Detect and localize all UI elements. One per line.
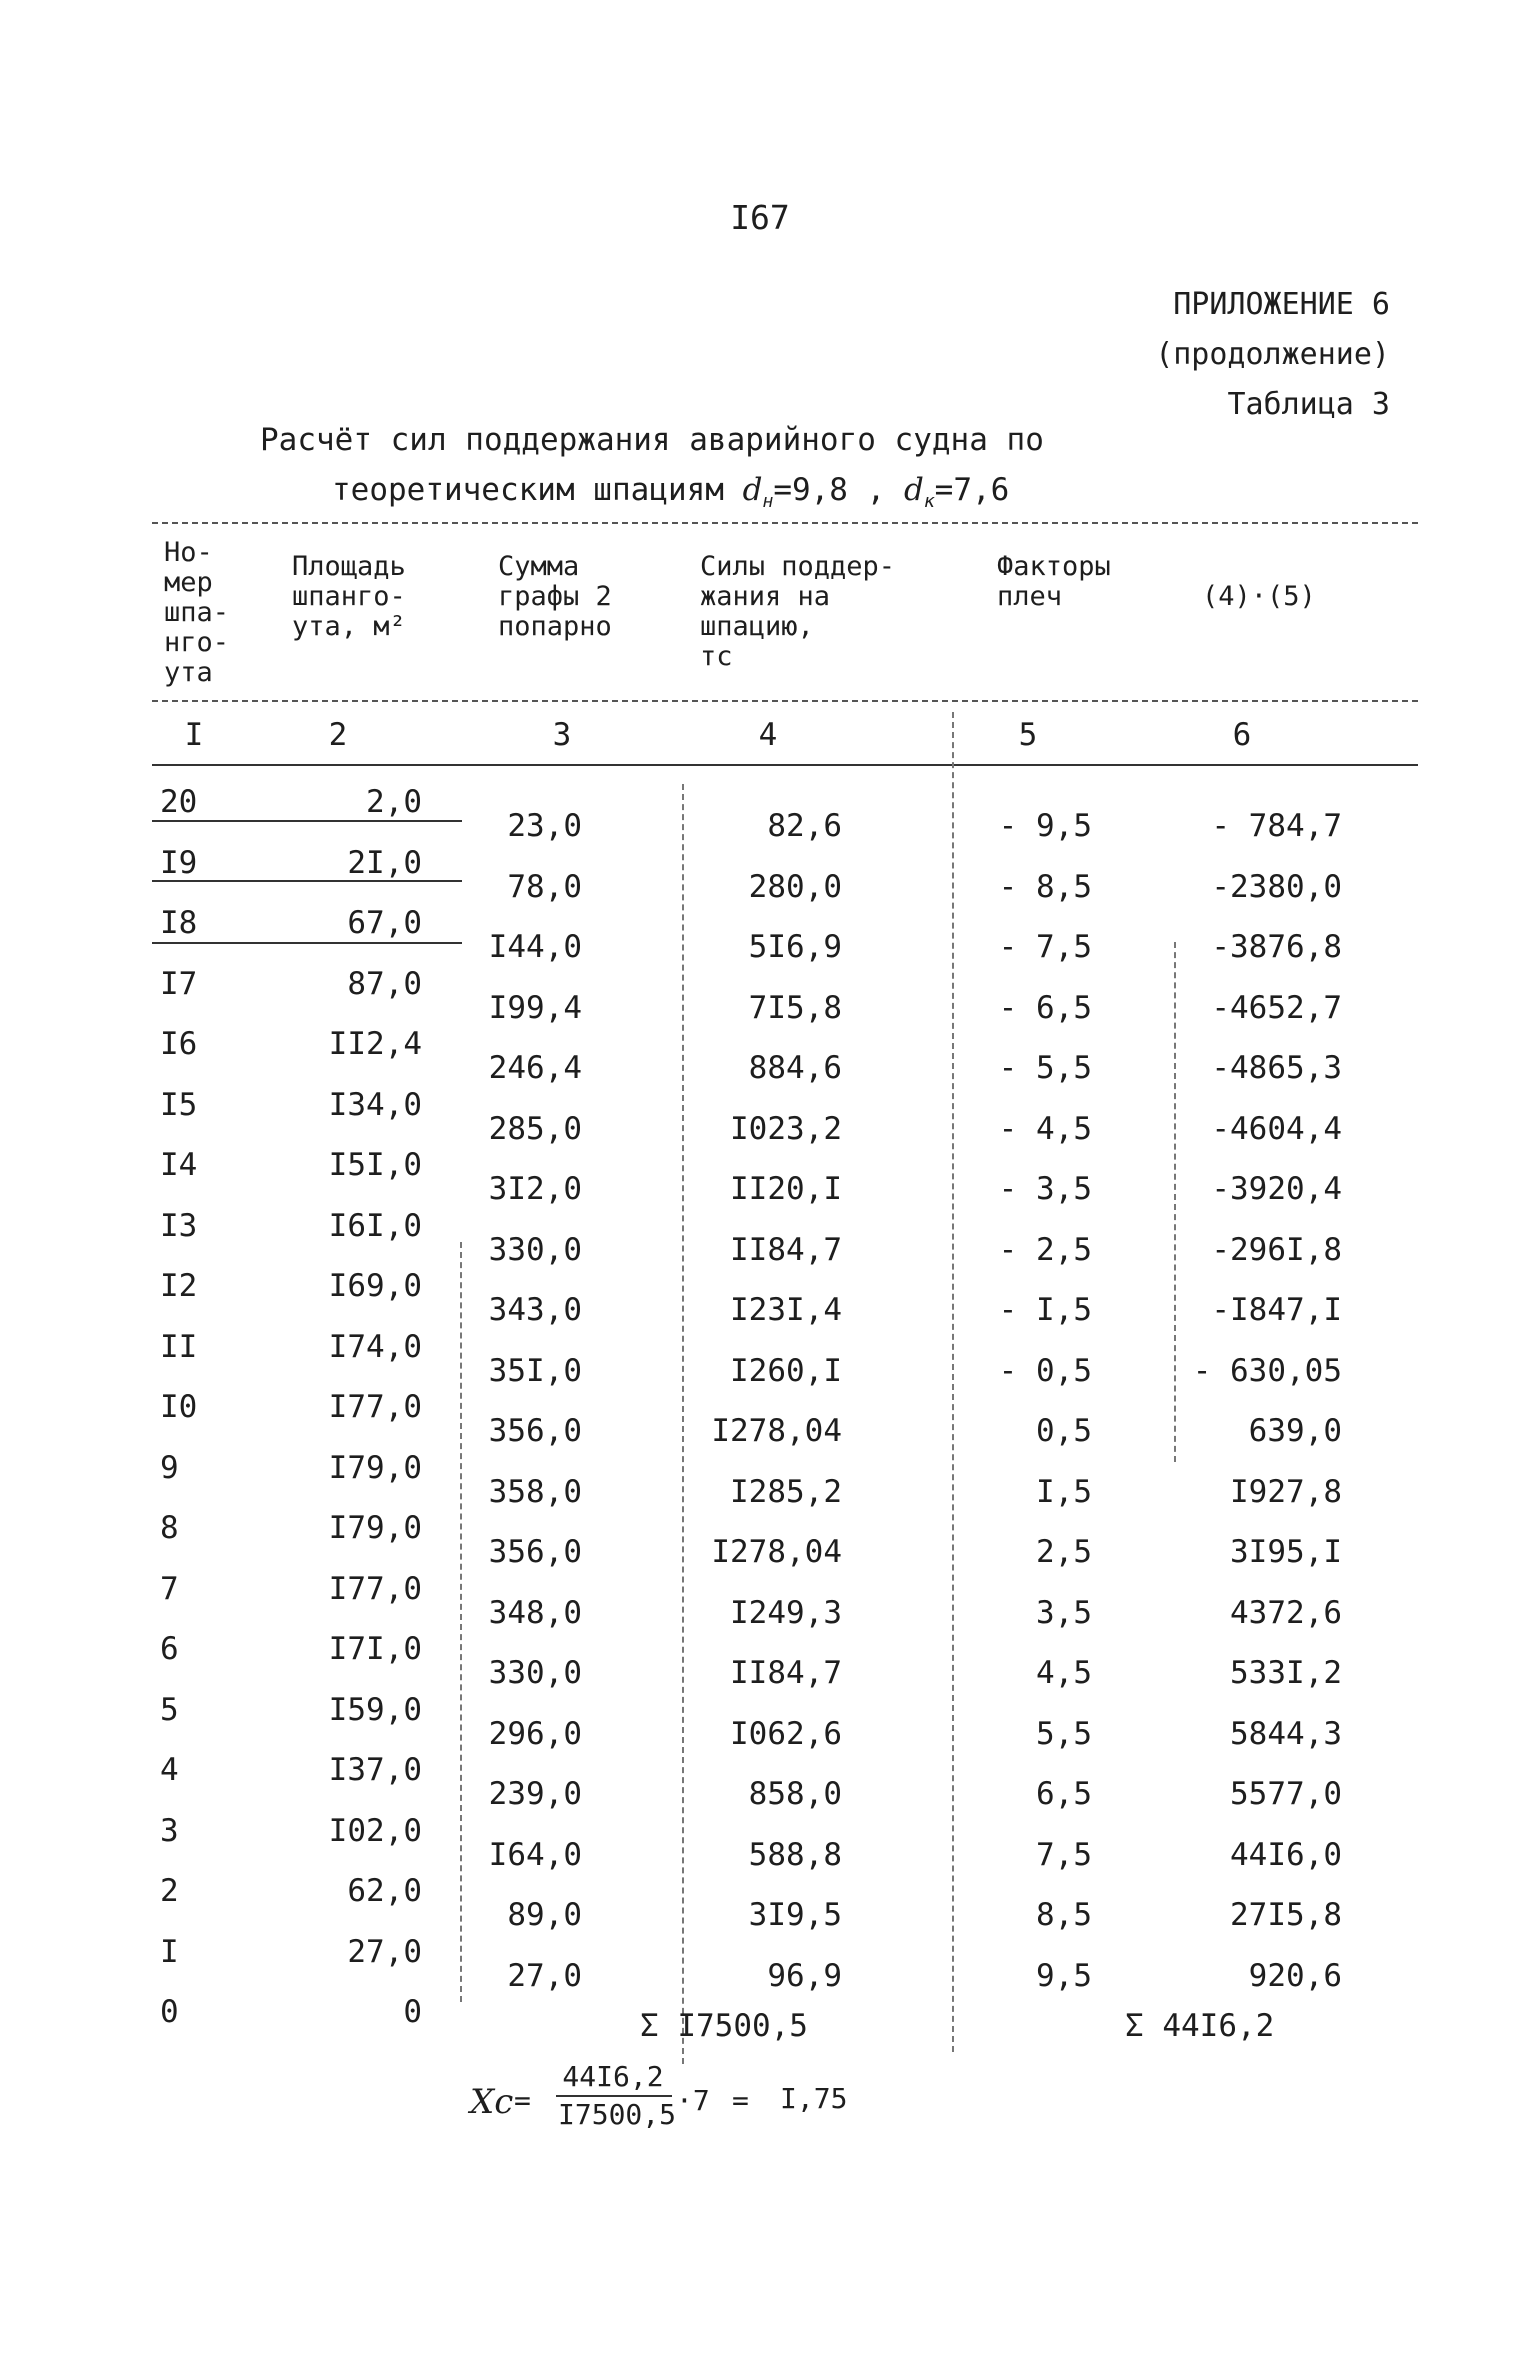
pair-sum-cell: I64,0 <box>488 1836 582 1873</box>
support-force-cell: II20,I <box>730 1171 842 1207</box>
support-force-cell: I260,I <box>730 1352 842 1389</box>
product-cell: 44I6,0 <box>1230 1836 1342 1873</box>
frame-area-cell: 2I,0 <box>347 844 422 881</box>
support-force-cell: 5I6,9 <box>748 929 842 965</box>
frame-number-cell: I5 <box>160 1086 198 1123</box>
frame-number-cell: 0 <box>160 1994 179 2030</box>
support-force-cell: I285,2 <box>730 1473 842 1510</box>
frame-area-cell: I69,0 <box>328 1268 422 1304</box>
caption-line-1: Расчёт сил поддержания аварийного судна по <box>260 422 1044 458</box>
fraction-bar <box>556 2095 672 2097</box>
lever-factor-cell: 7,5 <box>1036 1836 1092 1873</box>
frame-number-cell: I7 <box>160 965 198 1002</box>
product-cell: 533I,2 <box>1230 1655 1342 1691</box>
pair-sum-cell: 343,0 <box>488 1292 582 1328</box>
support-force-cell: I023,2 <box>730 1110 842 1147</box>
frame-area-cell: 62,0 <box>347 1873 422 1909</box>
frame-number-cell: I4 <box>160 1147 198 1183</box>
product-cell: -296I,8 <box>1211 1231 1342 1268</box>
lever-factor-cell: - 3,5 <box>998 1171 1092 1207</box>
product-cell: -4652,7 <box>1211 989 1342 1026</box>
column-number-6: 6 <box>1232 717 1252 753</box>
formula-numerator: 44I6,2 <box>562 2060 664 2093</box>
frame-number-cell: 6 <box>160 1631 179 1667</box>
column-number-1: I <box>184 717 204 753</box>
pair-sum-cell: 3I2,0 <box>488 1171 582 1207</box>
appendix-label <box>1090 280 1390 430</box>
frame-number-cell: I6 <box>160 1026 198 1062</box>
lever-factor-cell: - 8,5 <box>998 868 1092 905</box>
caption-prefix: теоретическим шпациям <box>332 472 743 508</box>
lever-factor-cell: 3,5 <box>1036 1594 1092 1631</box>
lever-factor-cell: - 4,5 <box>998 1110 1092 1147</box>
product-cell: -2380,0 <box>1211 868 1342 905</box>
support-forces-table <box>152 522 1418 2122</box>
lever-factor-cell: 5,5 <box>1036 1715 1092 1752</box>
product-cell: -I847,I <box>1211 1292 1342 1328</box>
pair-sum-cell: 27,0 <box>507 1957 582 1994</box>
support-force-cell: 858,0 <box>748 1776 842 1812</box>
frame-area-cell: I02,0 <box>328 1812 422 1849</box>
lever-factor-cell: - 6,5 <box>998 989 1092 1026</box>
frame-area-cell: II2,4 <box>328 1026 422 1062</box>
frame-number-cell: 2 <box>160 1873 179 1909</box>
product-cell: -4865,3 <box>1211 1050 1342 1086</box>
product-cell: 5577,0 <box>1230 1776 1342 1812</box>
caption-line-2 <box>240 465 1060 527</box>
frame-number-cell: I8 <box>160 905 198 941</box>
product-cell: -3876,8 <box>1211 929 1342 965</box>
header-support-force: Силы поддер- жания на шпацию, тс <box>700 551 896 672</box>
frame-number-cell: I9 <box>160 844 198 881</box>
support-force-cell: I23I,4 <box>730 1292 842 1328</box>
frame-area-cell: I77,0 <box>328 1570 422 1607</box>
product-cell: 5844,3 <box>1230 1715 1342 1752</box>
lever-factor-cell: I,5 <box>1036 1473 1092 1510</box>
support-force-cell: 7I5,8 <box>748 989 842 1026</box>
draft-value-bow: =9,8 , <box>773 472 904 508</box>
support-force-cell: I278,04 <box>711 1413 842 1449</box>
lever-factor-cell: - 5,5 <box>998 1050 1092 1086</box>
lever-factor-cell: - 7,5 <box>998 929 1092 965</box>
lever-factor-cell: - 0,5 <box>998 1352 1092 1389</box>
frame-area-cell: I37,0 <box>328 1752 422 1788</box>
product-cell: 27I5,8 <box>1230 1897 1342 1933</box>
frame-area-cell: I5I,0 <box>328 1147 422 1183</box>
draft-symbol-stern: d <box>903 472 924 508</box>
product-cell: 3I95,I <box>1230 1534 1342 1570</box>
support-force-cell: I249,3 <box>730 1594 842 1631</box>
draft-symbol-bow: d <box>742 472 763 508</box>
frame-area-cell: I7I,0 <box>328 1631 422 1667</box>
sum-support-forces: Σ I7500,5 <box>640 2008 808 2044</box>
lever-factor-cell: - 9,5 <box>998 808 1092 844</box>
table-caption <box>240 415 1060 527</box>
support-force-cell: 3I9,5 <box>748 1897 842 1933</box>
lever-factor-cell: 8,5 <box>1036 1897 1092 1933</box>
pair-sum-cell: I99,4 <box>488 989 582 1026</box>
frame-area-cell: 87,0 <box>347 965 422 1002</box>
support-force-cell: 96,9 <box>767 1957 842 1994</box>
lever-factor-cell: - I,5 <box>998 1292 1092 1328</box>
support-force-cell: 82,6 <box>767 808 842 844</box>
pair-sum-cell: 330,0 <box>488 1231 582 1268</box>
lever-factor-cell: - 2,5 <box>998 1231 1092 1268</box>
product-cell: 4372,6 <box>1230 1594 1342 1631</box>
frame-number-cell: II <box>160 1328 198 1365</box>
pair-sum-cell: 239,0 <box>488 1776 582 1812</box>
pair-sum-cell: 89,0 <box>507 1897 582 1933</box>
frame-number-cell: 7 <box>160 1570 179 1607</box>
pair-sum-cell: 35I,0 <box>488 1352 582 1389</box>
frame-area-cell: I59,0 <box>328 1691 422 1728</box>
product-cell: -4604,4 <box>1211 1110 1342 1147</box>
support-force-cell: 588,8 <box>748 1836 842 1873</box>
formula-denominator: I7500,5 <box>558 2098 677 2131</box>
column-number-rule <box>152 764 1418 766</box>
support-force-cell: I278,04 <box>711 1534 842 1570</box>
column-number-5: 5 <box>1018 717 1038 753</box>
page-number: I67 <box>730 198 790 237</box>
frame-area-cell: I6I,0 <box>328 1207 422 1244</box>
support-force-cell: II84,7 <box>730 1231 842 1268</box>
support-force-cell: II84,7 <box>730 1655 842 1691</box>
frame-area-cell: 67,0 <box>347 905 422 941</box>
formula-equals-1: = <box>514 2084 531 2117</box>
frame-area-cell: I79,0 <box>328 1449 422 1486</box>
lever-factor-cell: 2,5 <box>1036 1534 1092 1570</box>
header-product: (4)·(5) <box>1202 581 1316 612</box>
frame-area-cell: I77,0 <box>328 1389 422 1425</box>
product-cell: I927,8 <box>1230 1473 1342 1510</box>
lever-factor-cell: 0,5 <box>1036 1413 1092 1449</box>
frame-area-cell: I79,0 <box>328 1510 422 1546</box>
pair-sum-cell: 330,0 <box>488 1655 582 1691</box>
support-force-cell: 280,0 <box>748 868 842 905</box>
frame-number-cell: 5 <box>160 1691 179 1728</box>
pair-sum-cell: 23,0 <box>507 808 582 844</box>
lever-factor-cell: 6,5 <box>1036 1776 1092 1812</box>
formula-equals-2: = <box>732 2084 749 2117</box>
pair-sum-cell: 296,0 <box>488 1715 582 1752</box>
draft-value-stern: =7,6 <box>934 472 1010 508</box>
column-number-2: 2 <box>328 717 348 753</box>
column-number-3: 3 <box>552 717 572 753</box>
column-number-4: 4 <box>758 717 778 753</box>
frame-number-cell: 9 <box>160 1449 179 1486</box>
frame-number-cell: I3 <box>160 1207 198 1244</box>
header-frame-area: Площадь шпанго- ута, м² <box>292 551 406 642</box>
frame-number-cell: 3 <box>160 1812 179 1849</box>
pair-sum-cell: 356,0 <box>488 1413 582 1449</box>
product-cell: -3920,4 <box>1211 1171 1342 1207</box>
lever-factor-cell: 4,5 <box>1036 1655 1092 1691</box>
product-cell: - 784,7 <box>1211 808 1342 844</box>
draft-subscript-bow: н <box>762 491 774 513</box>
pair-sum-cell: I44,0 <box>488 929 582 965</box>
draft-subscript-stern: к <box>923 491 935 513</box>
lever-factor-cell: 9,5 <box>1036 1957 1092 1994</box>
formula-result: I,75 <box>780 2082 848 2115</box>
frame-number-cell: I <box>160 1933 179 1970</box>
frame-area-cell: I34,0 <box>328 1086 422 1123</box>
appendix-continuation: (продолжение) <box>1155 337 1390 372</box>
header-bottom-rule <box>152 700 1418 702</box>
header-pair-sum: Сумма графы 2 попарно <box>498 551 612 642</box>
appendix-title: ПРИЛОЖЕНИЕ 6 <box>1173 287 1390 322</box>
frame-number-cell: I2 <box>160 1268 198 1304</box>
support-force-cell: I062,6 <box>730 1715 842 1752</box>
pair-sum-cell: 78,0 <box>507 868 582 905</box>
pair-sum-cell: 356,0 <box>488 1534 582 1570</box>
header-lever-factor: Факторы плеч <box>997 551 1111 612</box>
support-force-cell: 884,6 <box>748 1050 842 1086</box>
product-cell: - 630,05 <box>1192 1352 1342 1389</box>
pair-sum-cell: 348,0 <box>488 1594 582 1631</box>
pair-sum-cell: 285,0 <box>488 1110 582 1147</box>
frame-number-cell: 4 <box>160 1752 179 1788</box>
table-number: Таблица 3 <box>1227 387 1390 422</box>
product-cell: 639,0 <box>1248 1413 1342 1449</box>
header-frame-number: Но- мер шпа- нго- ута <box>164 537 230 688</box>
frame-number-cell: 20 <box>160 784 198 820</box>
frame-number-cell: 8 <box>160 1510 179 1546</box>
frame-area-cell: I74,0 <box>328 1328 422 1365</box>
frame-area-cell: 27,0 <box>347 1933 422 1970</box>
product-cell: 920,6 <box>1248 1957 1342 1994</box>
frame-area-cell: 2,0 <box>366 784 422 820</box>
pair-sum-cell: 246,4 <box>488 1050 582 1086</box>
sum-products: Σ 44I6,2 <box>1125 2008 1275 2044</box>
pair-sum-cell: 358,0 <box>488 1473 582 1510</box>
frame-area-cell: 0 <box>403 1994 422 2030</box>
frame-number-cell: I0 <box>160 1389 198 1425</box>
formula-lhs: Xc <box>470 2082 514 2122</box>
table-top-rule <box>152 522 1418 524</box>
formula-multiplier: ·7 <box>676 2084 710 2117</box>
centre-formula <box>470 2060 910 2140</box>
